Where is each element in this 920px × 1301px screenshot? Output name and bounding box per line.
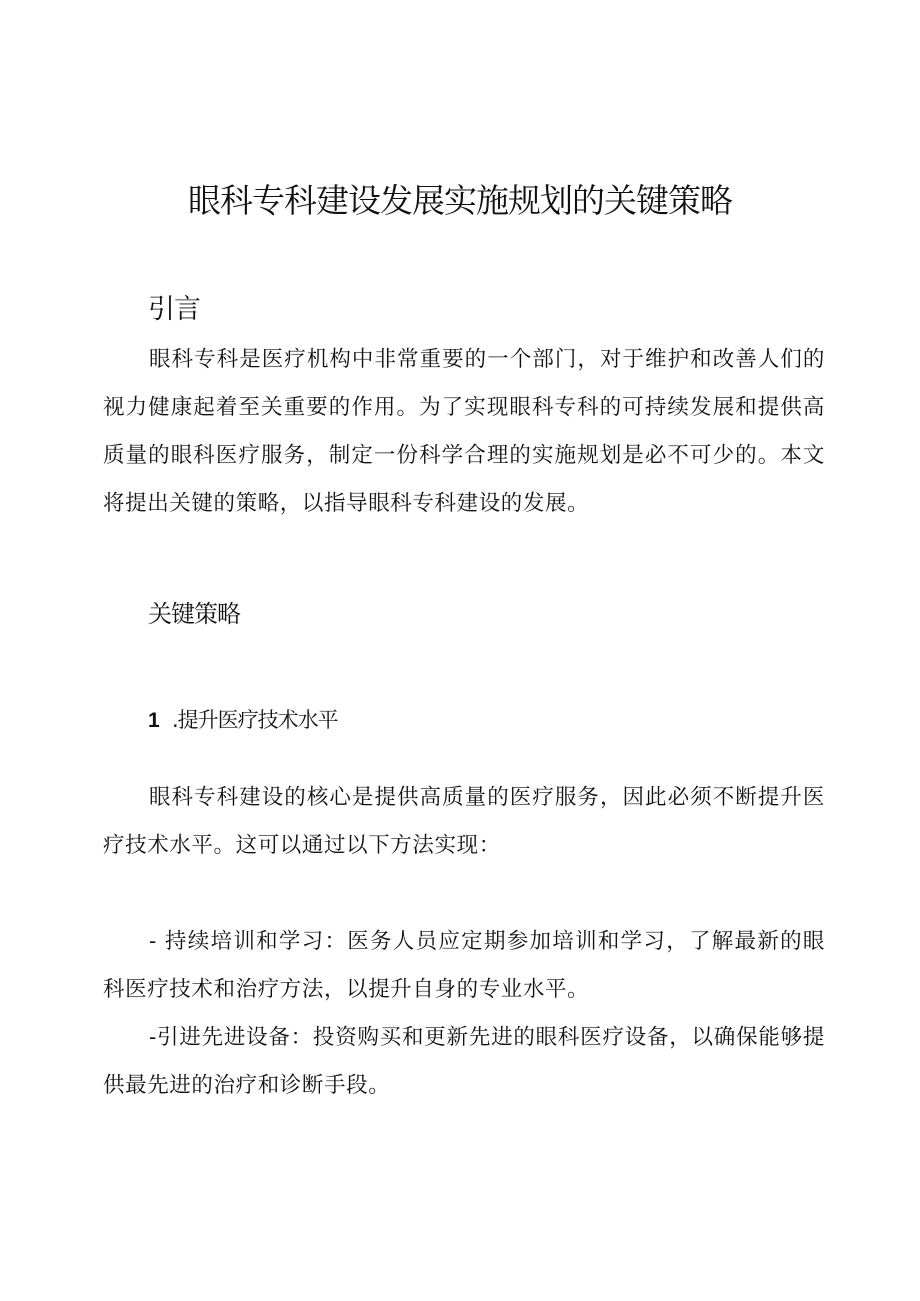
strategy-paragraph: 眼科专科建设的核心是提供高质量的医疗服务，因此必须不断提升医疗技术水平。这可以通过以下方法实现： bbox=[103, 785, 825, 858]
subsection-number: 1 bbox=[148, 709, 160, 732]
subsection-title: .提升医疗技术水平 bbox=[172, 708, 338, 732]
section-heading-key-strategies: 关键策略 bbox=[148, 600, 240, 628]
list-item-equipment: -引进先进设备：投资购买和更新先进的眼科医疗设备，以确保能够提供最先进的治疗和诊断手段。 bbox=[103, 1025, 825, 1098]
subsection-heading-improve-medical-tech bbox=[148, 703, 338, 738]
list-item-training: - 持续培训和学习：医务人员应定期参加培训和学习，了解最新的眼科医疗技术和治疗方法，以提升自身的专业水平。 bbox=[103, 929, 825, 1002]
document-title: 眼科专科建设发展实施规划的关键策略 bbox=[188, 181, 732, 220]
section-heading-intro: 引言 bbox=[148, 294, 200, 325]
intro-paragraph: 眼科专科是医疗机构中非常重要的一个部门，对于维护和改善人们的视力健康起着至关重要的作用。为了实现眼科专科的可持续发展和提供高质量的眼科医疗服务，制定一份科学合理的实施规划是必不可少的。本文将提出关键的策略，以指导眼科专科建设的发展。 bbox=[103, 347, 825, 516]
